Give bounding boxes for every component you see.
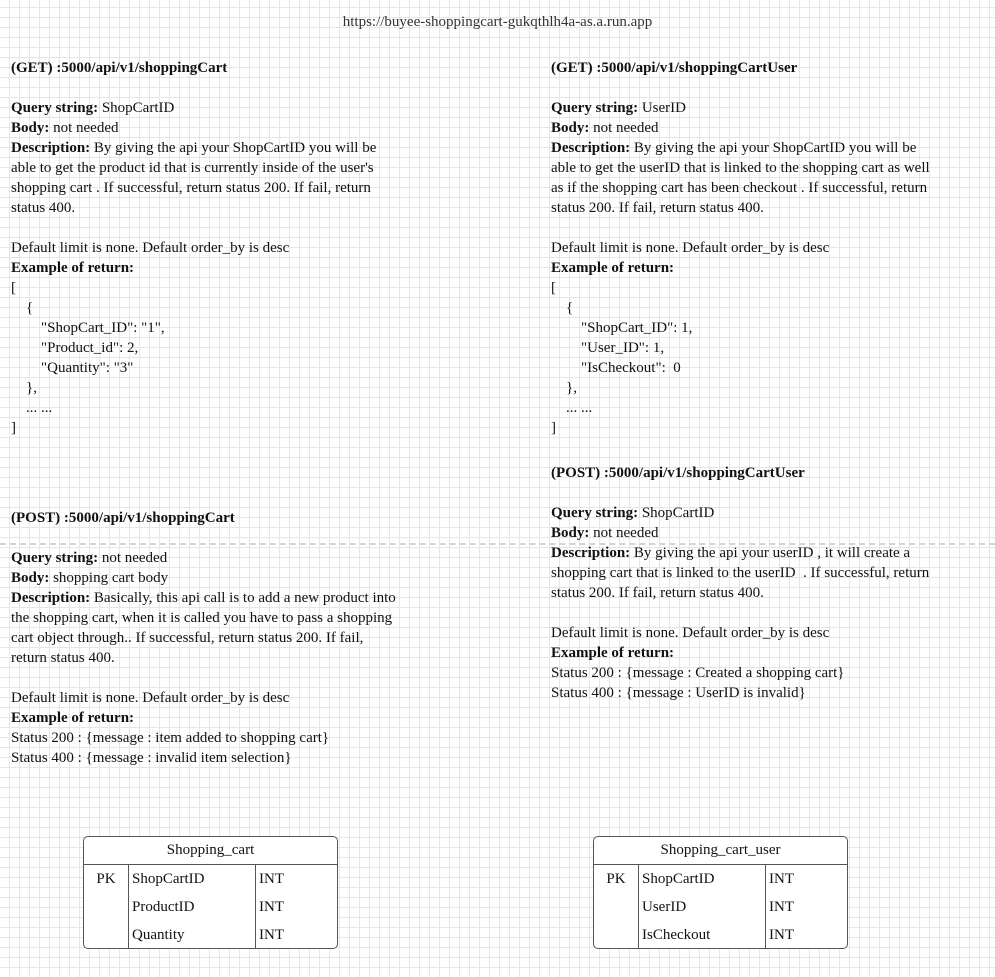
example-line: ... ... [11,400,53,416]
example-line: Status 200 : {message : item added to shopping cart} [11,730,330,746]
description-label: Description: [11,140,91,156]
table-row [84,865,337,893]
example-line: "ShopCart_ID": 1, [551,320,693,336]
type-cell: INT [259,899,284,915]
example-line: { [551,300,574,316]
column-divider [765,865,766,948]
example-line: "User_ID": 1, [551,340,665,356]
body-label: Body: [551,525,590,541]
body-line [11,568,481,588]
description-text: shopping cart . If successful, return status 200. If fail, return [11,180,371,196]
spacer [551,603,991,623]
column-divider [255,865,256,948]
description-text: the shopping cart, when it is called you have to pass a shopping [11,610,393,626]
example-line: [ [551,280,556,296]
description-text: cart object through.. If successful, return status 200. If fail, [11,630,364,646]
example-line: "Product_id": 2, [11,340,139,356]
field-cell: ShopCartID [132,871,205,887]
description-label: Description: [11,590,91,606]
body-label: Body: [551,120,590,136]
body-line [551,523,991,543]
shopping-cart-user-table [593,836,848,949]
type-cell: INT [769,899,794,915]
example-label: Example of return: [551,645,675,661]
example-line: "IsCheckout": 0 [551,360,681,376]
example-label: Example of return: [11,260,135,276]
table-row [84,921,337,949]
example-line: ... ... [551,400,593,416]
description-text: By giving the api your ShopCartID you will be [630,140,917,156]
description-text: as if the shopping cart has been checkout . If successful, return [551,180,928,196]
type-cell: INT [769,871,794,887]
post-shoppingcartuser-endpoint [551,463,991,703]
body-value: not needed [49,120,119,136]
table-name: Shopping_cart_user [594,837,847,865]
key-cell: PK [96,871,116,887]
query-string-line [11,548,481,568]
description-text: status 200. If fail, return status 400. [551,200,764,216]
type-cell: INT [259,871,284,887]
body-value: not needed [589,525,659,541]
get-shoppingcartuser-endpoint [551,58,991,438]
query-string-label: Query string: [551,505,639,521]
endpoint-title: (GET) :5000/api/v1/shoppingCart [11,60,228,76]
table-row [594,893,847,921]
query-string-value: not needed [98,550,168,566]
field-cell: ShopCartID [642,871,715,887]
body-value: shopping cart body [49,570,169,586]
description-line [11,588,481,608]
query-string-line [551,503,991,523]
body-label: Body: [11,120,50,136]
table-row [84,893,337,921]
body-line [11,118,481,138]
query-string-label: Query string: [11,550,99,566]
example-line: [ [11,280,16,296]
app-url: https://buyee-shoppingcart-gukqthlh4a-as.a.run.app [342,14,653,30]
query-string-value: ShopCartID [638,505,715,521]
table-name: Shopping_cart [84,837,337,865]
example-line: ] [11,420,16,436]
body-line [551,118,991,138]
description-text: By giving the api your ShopCartID you will be [90,140,377,156]
description-text: able to get the product id that is currently inside of the user's [11,160,374,176]
description-line [551,138,991,158]
query-string-line [551,98,991,118]
description-label: Description: [551,140,631,156]
query-string-line [11,98,481,118]
field-cell: ProductID [132,899,195,915]
column-divider [128,865,129,948]
query-string-label: Query string: [11,100,99,116]
endpoint-title: (POST) :5000/api/v1/shoppingCart [11,510,235,526]
example-line: Status 400 : {message : invalid item selection} [11,750,292,766]
spacer [551,218,991,238]
column-divider [638,865,639,948]
example-line: "Quantity": "3" [11,360,134,376]
description-label: Description: [551,545,631,561]
table-row [594,921,847,949]
body-value: not needed [589,120,659,136]
description-line [551,543,991,563]
description-text: status 400. [11,200,76,216]
description-text: return status 400. [11,650,115,666]
field-cell: Quantity [132,927,185,943]
example-line: ] [551,420,556,436]
example-line: "ShopCart_ID": "1", [11,320,165,336]
description-line [11,138,481,158]
type-cell: INT [769,927,794,943]
description-text: status 200. If fail, return status 400. [551,585,764,601]
query-string-label: Query string: [551,100,639,116]
description-text: shopping cart that is linked to the userID . If successful, return [551,565,930,581]
field-cell: UserID [642,899,687,915]
defaults-text: Default limit is none. Default order_by is desc [551,240,830,256]
body-label: Body: [11,570,50,586]
query-string-value: UserID [638,100,686,116]
spacer [11,218,481,238]
shopping-cart-table [83,836,338,949]
defaults-text: Default limit is none. Default order_by is desc [11,690,290,706]
example-line: Status 200 : {message : Created a shopping cart} [551,665,845,681]
example-line: }, [551,380,577,396]
spacer [11,668,481,688]
table-row [594,865,847,893]
defaults-text: Default limit is none. Default order_by is desc [551,625,830,641]
defaults-text: Default limit is none. Default order_by is desc [11,240,290,256]
description-text: Basically, this api call is to add a new product into [90,590,396,606]
get-shoppingcart-endpoint [11,58,481,438]
type-cell: INT [259,927,284,943]
example-line: Status 400 : {message : UserID is invalid} [551,685,806,701]
example-line: { [11,300,34,316]
endpoint-title: (POST) :5000/api/v1/shoppingCartUser [551,465,805,481]
field-cell: IsCheckout [642,927,711,943]
description-text: able to get the userID that is linked to the shopping cart as well [551,160,930,176]
post-shoppingcart-endpoint [11,508,481,768]
example-line: }, [11,380,37,396]
description-text: By giving the api your userID , it will create a [630,545,911,561]
example-label: Example of return: [551,260,675,276]
endpoint-title: (GET) :5000/api/v1/shoppingCartUser [551,60,798,76]
query-string-value: ShopCartID [98,100,175,116]
key-cell: PK [606,871,626,887]
example-label: Example of return: [11,710,135,726]
